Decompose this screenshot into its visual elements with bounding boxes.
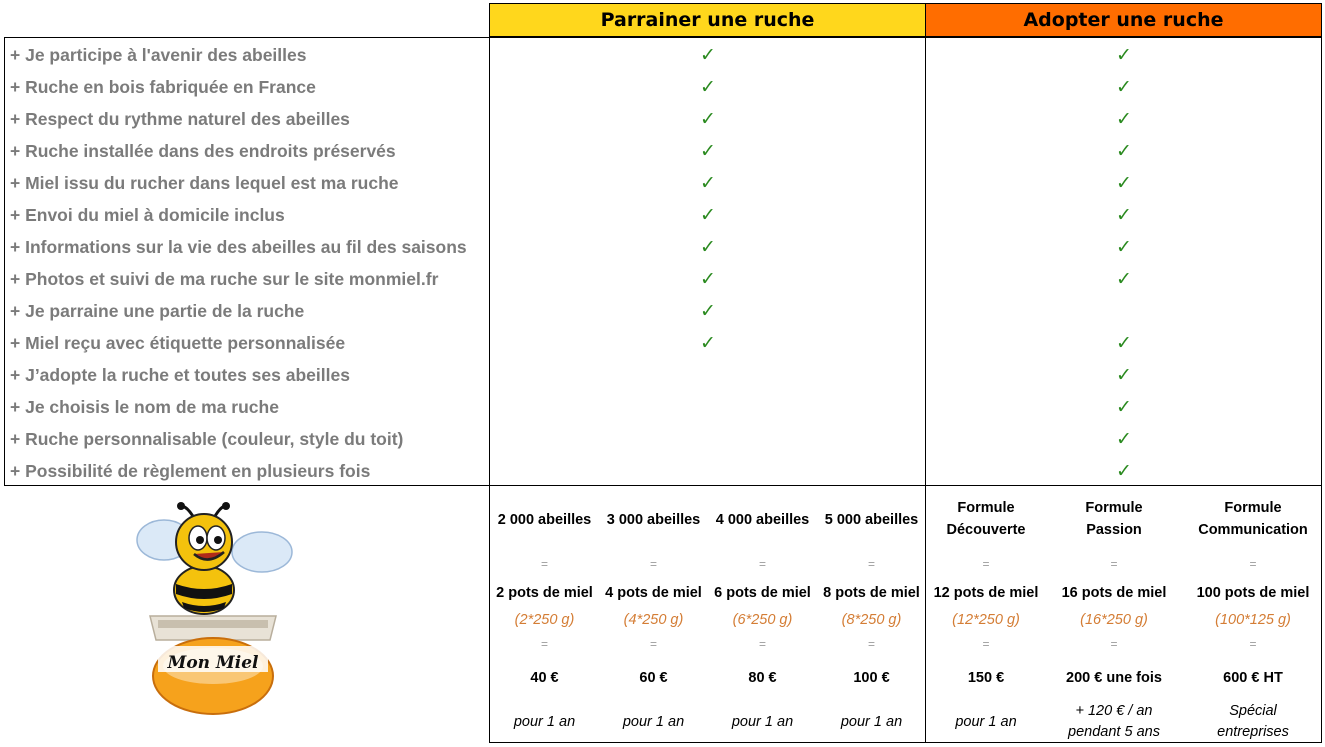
- honey-weight: (4*250 g): [623, 612, 684, 628]
- check-icon: ✓: [700, 172, 716, 194]
- plan-name: 3 000 abeilles: [606, 512, 701, 528]
- plan-duration: pendant 5 ans: [1068, 724, 1160, 740]
- plan-duration: pour 1 an: [622, 714, 685, 730]
- equals-sign: =: [758, 637, 766, 651]
- check-icon: ✓: [700, 44, 716, 66]
- plan-price: 200 € une fois: [1066, 670, 1162, 686]
- feature-label: + Ruche en bois fabriquée en France: [10, 77, 316, 97]
- feature-label: + J’adopte la ruche et toutes ses abeilles: [10, 365, 350, 385]
- equals-sign: =: [982, 637, 990, 651]
- honey-pots: 4 pots de miel: [605, 585, 702, 601]
- check-icon: ✓: [700, 300, 716, 322]
- check-icon: ✓: [700, 76, 716, 98]
- check-icon: ✓: [700, 140, 716, 162]
- check-icon: ✓: [700, 236, 716, 258]
- header-parrainer: Parrainer une ruche: [489, 3, 926, 37]
- plan-price: 80 €: [748, 670, 777, 686]
- bee-wing-right: [232, 532, 292, 572]
- equals-sign: =: [649, 637, 657, 651]
- feature-label: + Informations sur la vie des abeilles au fil des saisons: [10, 237, 467, 257]
- equals-sign: =: [1110, 637, 1118, 651]
- plan-price: 60 €: [639, 670, 668, 686]
- plan-duration: pour 1 an: [731, 714, 794, 730]
- plan-name: Formule: [1224, 500, 1282, 516]
- plan-name: Formule: [957, 500, 1015, 516]
- feature-label: + Ruche installée dans des endroits préservés: [10, 141, 396, 161]
- feature-label: + Envoi du miel à domicile inclus: [10, 205, 285, 225]
- equals-sign: =: [1249, 557, 1257, 571]
- equals-sign: =: [540, 637, 548, 651]
- check-icon: ✓: [1116, 108, 1132, 130]
- check-icon: ✓: [1116, 428, 1132, 450]
- plan-name: Passion: [1086, 522, 1142, 538]
- plan-duration: pour 1 an: [955, 714, 1017, 730]
- equals-sign: =: [540, 557, 548, 571]
- equals-sign: =: [867, 557, 875, 571]
- feature-label: + Je participe à l'avenir des abeilles: [10, 45, 307, 65]
- feature-label: + Ruche personnalisable (couleur, style du toit): [10, 429, 404, 449]
- check-icon: ✓: [700, 268, 716, 290]
- honey-weight: (16*250 g): [1080, 612, 1148, 628]
- equals-sign: =: [982, 557, 990, 571]
- feature-label: + Je choisis le nom de ma ruche: [10, 397, 279, 417]
- check-icon: ✓: [1116, 140, 1132, 162]
- feature-label: + Miel issu du rucher dans lequel est ma ruche: [10, 173, 399, 193]
- check-icon: ✓: [1116, 396, 1132, 418]
- check-icon: ✓: [1116, 268, 1132, 290]
- plan-duration: pour 1 an: [840, 714, 903, 730]
- plan-duration: entreprises: [1217, 724, 1289, 740]
- plan-duration: Spécial: [1229, 703, 1277, 719]
- feature-label: + Possibilité de règlement en plusieurs fois: [10, 461, 371, 481]
- plan-duration: + 120 € / an: [1075, 703, 1153, 719]
- check-icon: ✓: [1116, 364, 1132, 386]
- column-divider: [925, 37, 926, 486]
- equals-sign: =: [649, 557, 657, 571]
- feature-label: + Photos et suivi de ma ruche sur le site monmiel.fr: [10, 269, 439, 289]
- check-icon: ✓: [1116, 332, 1132, 354]
- honey-pots: 12 pots de miel: [933, 585, 1039, 601]
- honey-weight: (12*250 g): [952, 612, 1020, 628]
- plan-price: 40 €: [530, 670, 559, 686]
- check-icon: ✓: [1116, 460, 1132, 482]
- honey-pots: 2 pots de miel: [496, 585, 593, 601]
- honey-weight: (8*250 g): [841, 612, 902, 628]
- check-icon: ✓: [1116, 236, 1132, 258]
- check-icon: ✓: [700, 332, 716, 354]
- honey-pots: 8 pots de miel: [823, 585, 920, 601]
- plan-duration: pour 1 an: [513, 714, 576, 730]
- feature-label: + Respect du rythme naturel des abeilles: [10, 109, 350, 129]
- check-icon: ✓: [1116, 44, 1132, 66]
- check-icon: ✓: [1116, 76, 1132, 98]
- check-icon: ✓: [700, 108, 716, 130]
- mon-miel-logo: [128, 498, 298, 718]
- column-divider: [489, 37, 490, 486]
- feature-label: + Je parraine une partie de la ruche: [10, 301, 305, 321]
- honey-pots: 6 pots de miel: [714, 585, 811, 601]
- equals-sign: =: [758, 557, 766, 571]
- check-icon: ✓: [700, 204, 716, 226]
- honey-weight: (2*250 g): [514, 612, 575, 628]
- equals-sign: =: [1249, 637, 1257, 651]
- equals-sign: =: [867, 637, 875, 651]
- plan-name: Découverte: [946, 522, 1026, 538]
- equals-sign: =: [1110, 557, 1118, 571]
- plan-name: 4 000 abeilles: [715, 512, 810, 528]
- plan-name: 2 000 abeilles: [497, 512, 592, 528]
- plan-name: 5 000 abeilles: [824, 512, 919, 528]
- plan-price: 100 €: [853, 670, 890, 686]
- honey-weight: (100*125 g): [1215, 612, 1291, 628]
- check-icon: ✓: [1116, 172, 1132, 194]
- honey-pots: 16 pots de miel: [1061, 585, 1167, 601]
- honey-weight: (6*250 g): [732, 612, 793, 628]
- logo-text: Mon Miel: [167, 653, 259, 673]
- check-icon: ✓: [1116, 204, 1132, 226]
- column-divider: [925, 486, 926, 743]
- honey-pots: 100 pots de miel: [1196, 585, 1310, 601]
- feature-label: + Miel reçu avec étiquette personnalisée: [10, 333, 346, 353]
- plan-name: Communication: [1198, 522, 1308, 538]
- plan-price: 150 €: [967, 670, 1005, 686]
- header-adopter: Adopter une ruche: [925, 3, 1322, 37]
- plan-name: Formule: [1085, 500, 1143, 516]
- plan-price: 600 € HT: [1223, 670, 1283, 686]
